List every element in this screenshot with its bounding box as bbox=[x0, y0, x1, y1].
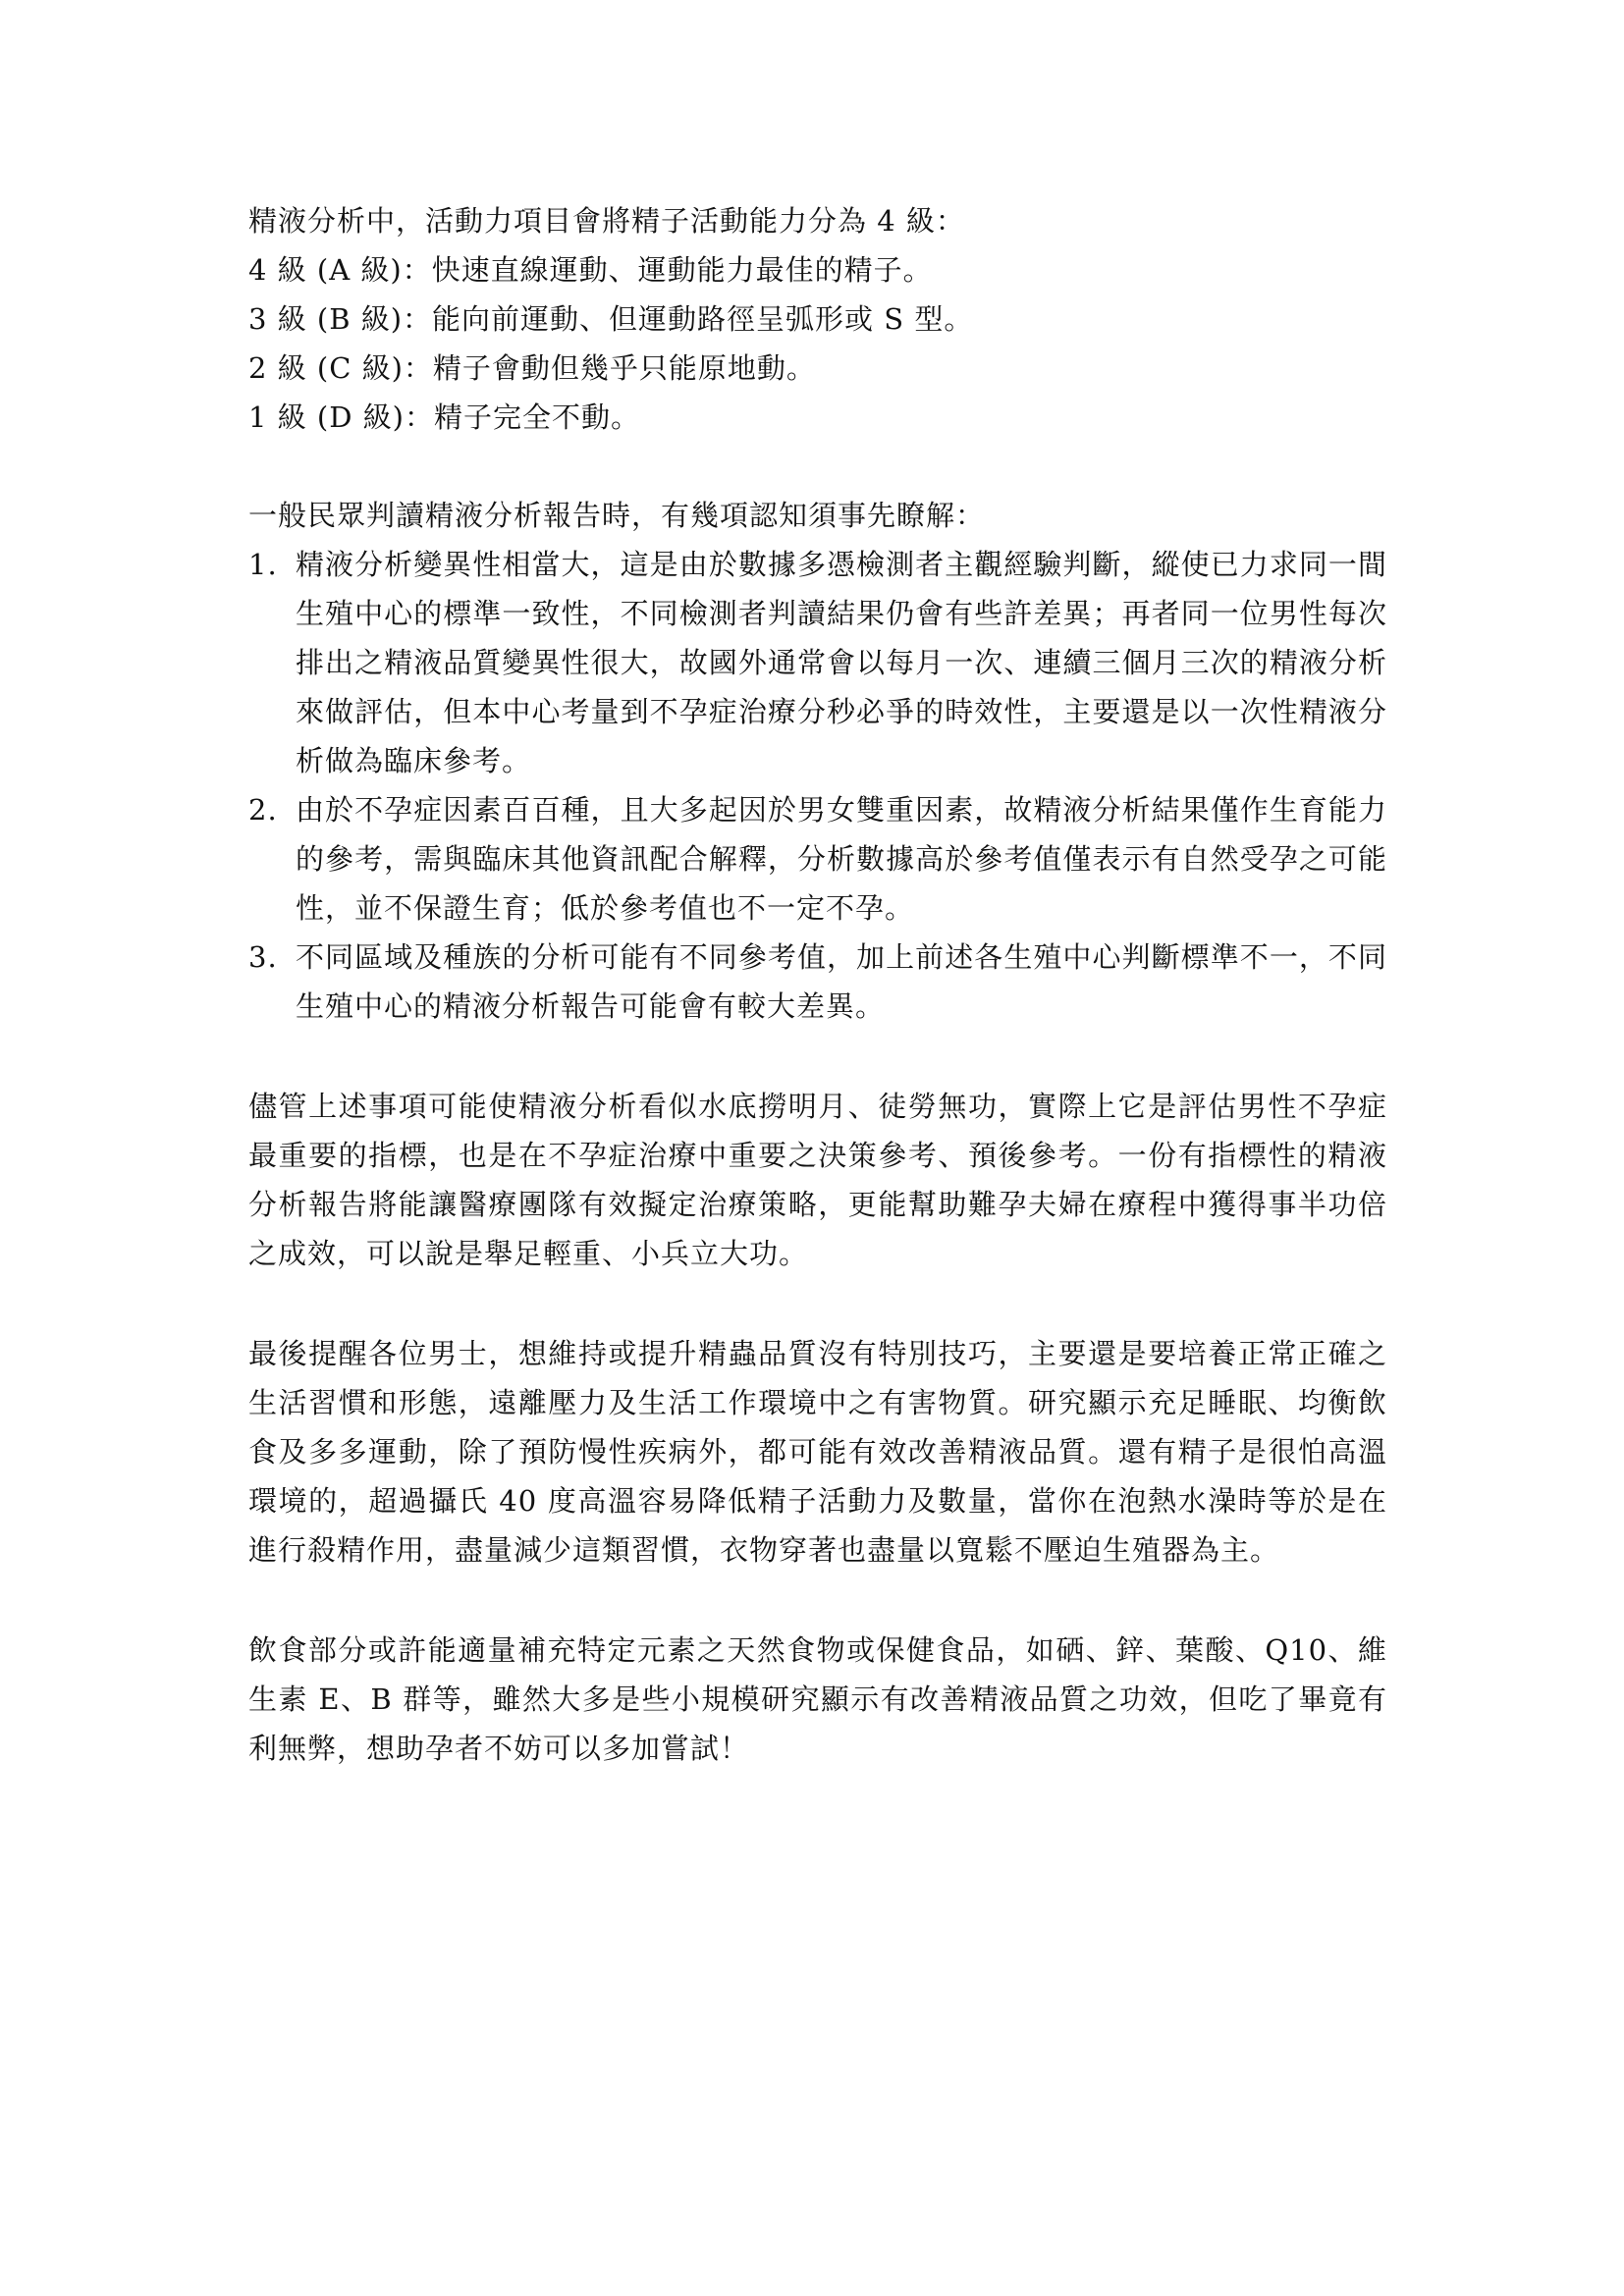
list-item-number: 3. bbox=[248, 940, 278, 974]
list-item-text: 精液分析變異性相當大，這是由於數據多憑檢測者主觀經驗判斷，縱使已力求同一間生殖中心的標準一致性，不同檢測者判讀結果仍會有些許差異；再者同一位男性每次排出之精液品質變異性很大，故國外通常會以每月一次、連續三個月三次的精液分析來做評估，但本中心考量到不孕症治療分秒必爭的時效性，主要還是以一次性精液分析做為臨床參考。 bbox=[296, 548, 1387, 777]
spacer bbox=[248, 1278, 1387, 1329]
motility-intro: 精液分析中，活動力項目會將精子活動能力分為 4 級： bbox=[248, 204, 965, 238]
spacer bbox=[248, 442, 1387, 491]
list-item-text: 由於不孕症因素百百種，且大多起因於男女雙重因素，故精液分析結果僅作生育能力的參考，需與臨床其他資訊配合解釋，分析數據高於參考值僅表示有自然受孕之可能性，並不保證生育；低於參考值也不一定不孕。 bbox=[296, 793, 1387, 925]
cognition-intro: 一般民眾判讀精液分析報告時，有幾項認知須事先瞭解： bbox=[248, 499, 986, 532]
body-paragraph: 飲食部分或許能適量補充特定元素之天然食物或保健食品，如硒、鋅、葉酸、Q10、維生素 E、B 群等，雖然大多是些小規模研究顯示有改善精液品質之功效，但吃了畢竟有利無弊，想助孕者不妨可以多加嘗試！ bbox=[248, 1633, 1387, 1765]
spacer bbox=[248, 1575, 1387, 1626]
list-item bbox=[248, 785, 1387, 933]
list-item bbox=[248, 933, 1387, 1031]
grade-d-line: 1 級 (D 級)：精子完全不動。 bbox=[248, 400, 640, 434]
grade-b-line: 3 級 (B 級)：能向前運動、但運動路徑呈弧形或 S 型。 bbox=[248, 302, 974, 336]
body-paragraph: 最後提醒各位男士，想維持或提升精蟲品質沒有特別技巧，主要還是要培養正常正確之生活習慣和形態，遠離壓力及生活工作環境中之有害物質。研究顯示充足睡眠、均衡飲食及多多運動，除了預防慢性疾病外，都可能有效改善精液品質。還有精子是很怕高溫環境的，超過攝氏 40 度高溫容易降低精子活動力及數量，當你在泡熱水澡時等於是在進行殺精作用，盡量減少這類習慣，衣物穿著也盡量以寬鬆不壓迫生殖器為主。 bbox=[248, 1337, 1387, 1567]
paragraph-diet bbox=[248, 1626, 1387, 1773]
list-item-number: 1. bbox=[248, 548, 278, 581]
paragraph-lifestyle bbox=[248, 1329, 1387, 1575]
paragraph-importance bbox=[248, 1082, 1387, 1278]
spacer bbox=[248, 1031, 1387, 1082]
cognition-section bbox=[248, 491, 1387, 1031]
list-item-text: 不同區域及種族的分析可能有不同參考值，加上前述各生殖中心判斷標準不一，不同生殖中心的精液分析報告可能會有較大差異。 bbox=[296, 940, 1387, 1023]
cognition-list bbox=[248, 540, 1387, 1031]
list-item bbox=[248, 540, 1387, 785]
grade-a-line: 4 級 (A 級)：快速直線運動、運動能力最佳的精子。 bbox=[248, 253, 933, 287]
motility-grades-section bbox=[248, 196, 1387, 442]
document-body bbox=[248, 196, 1387, 1773]
grade-c-line: 2 級 (C 級)：精子會動但幾乎只能原地動。 bbox=[248, 351, 816, 385]
list-item-number: 2. bbox=[248, 793, 278, 827]
body-paragraph: 儘管上述事項可能使精液分析看似水底撈明月、徒勞無功，實際上它是評估男性不孕症最重要的指標，也是在不孕症治療中重要之決策參考、預後參考。一份有指標性的精液分析報告將能讓醫療團隊有效擬定治療策略，更能幫助難孕夫婦在療程中獲得事半功倍之成效，可以說是舉足輕重、小兵立大功。 bbox=[248, 1090, 1387, 1270]
